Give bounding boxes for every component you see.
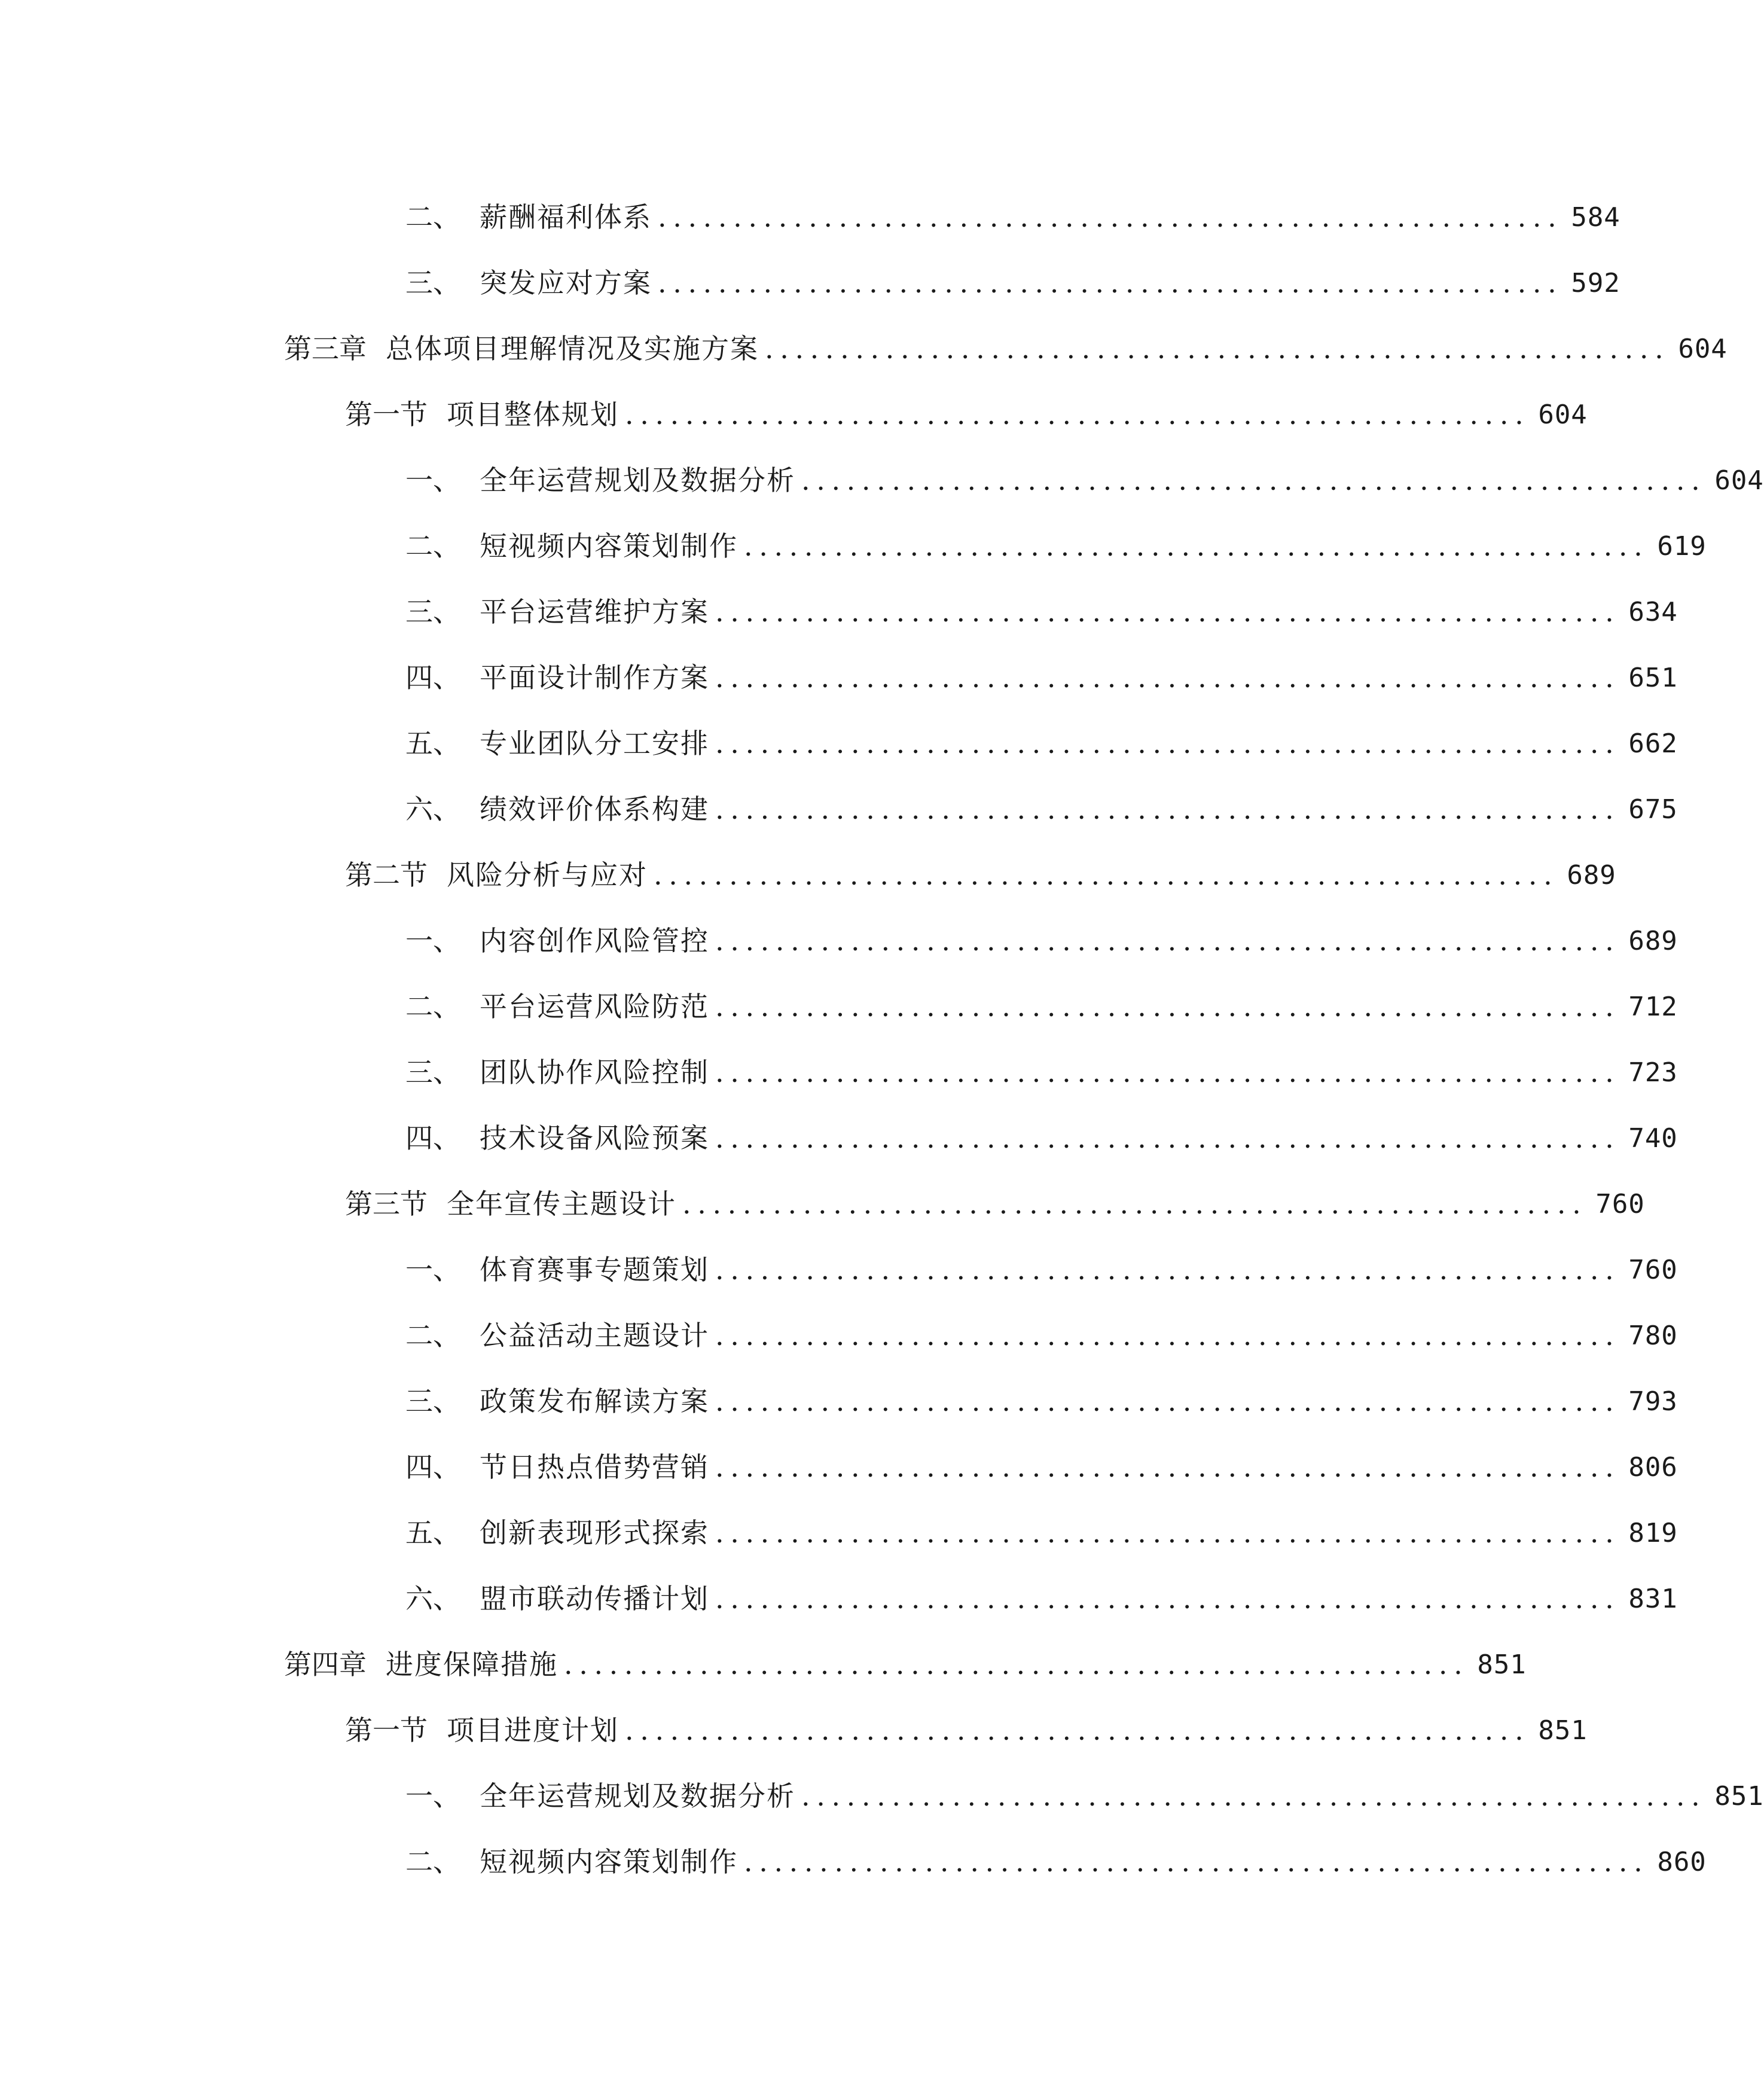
toc-entry-number: 一、 — [405, 464, 460, 496]
toc-entry-number: 三、 — [405, 596, 460, 628]
toc-entry-page: 662 — [1628, 728, 1678, 759]
dot-leader: ............................................................ — [625, 1714, 1530, 1746]
toc-chapter-entry[interactable] — [284, 315, 1728, 365]
toc-entry-page: 760 — [1628, 1255, 1678, 1285]
dot-leader: ............................................................ — [715, 1517, 1620, 1549]
toc-entry[interactable] — [405, 1104, 1678, 1154]
dot-leader: ............................................................ — [564, 1648, 1469, 1681]
toc-entry-title: 风险分析与应对 — [447, 859, 648, 891]
toc-entry[interactable] — [405, 775, 1678, 825]
dot-leader: ............................................................ — [682, 1188, 1588, 1220]
dot-leader: ............................................................ — [715, 925, 1620, 957]
toc-entry-title: 项目整体规划 — [447, 398, 619, 431]
toc-entry-number: 四、 — [405, 1122, 460, 1154]
toc-entry-page: 634 — [1628, 597, 1678, 627]
toc-entry[interactable] — [405, 907, 1678, 957]
toc-entry-title: 创新表现形式探索 — [480, 1517, 709, 1549]
toc-section-entry[interactable] — [345, 1696, 1588, 1746]
toc-entry-title: 公益活动主题设计 — [480, 1319, 709, 1352]
dot-leader: ............................................................ — [715, 1122, 1620, 1154]
toc-entry[interactable] — [405, 183, 1620, 233]
dot-leader: ............................................................ — [715, 1582, 1620, 1615]
toc-entry-number: 第二节 — [345, 859, 428, 891]
toc-entry-number: 五、 — [405, 1517, 460, 1549]
toc-entry-title: 进度保障措施 — [386, 1648, 558, 1681]
toc-entry-title: 全年宣传主题设计 — [447, 1188, 676, 1220]
toc-entry-number: 六、 — [405, 793, 460, 825]
toc-entry-page: 584 — [1571, 202, 1620, 233]
toc-entry-title: 突发应对方案 — [480, 267, 652, 299]
dot-leader: ............................................................ — [654, 859, 1559, 891]
toc-entry-title: 盟市联动传播计划 — [480, 1582, 709, 1615]
toc-entry[interactable] — [405, 249, 1620, 299]
toc-entry-page: 592 — [1571, 268, 1620, 298]
toc-entry-number: 第一节 — [345, 1714, 428, 1746]
toc-section-entry[interactable] — [345, 1170, 1645, 1220]
toc-entry-page: 712 — [1628, 992, 1678, 1022]
dot-leader: ............................................................ — [715, 1451, 1620, 1483]
toc-entry-number: 二、 — [405, 201, 460, 233]
toc-entry-title: 技术设备风险预案 — [480, 1122, 709, 1154]
toc-entry[interactable] — [405, 709, 1678, 760]
toc-section-entry[interactable] — [345, 380, 1588, 431]
toc-entry[interactable] — [405, 1499, 1678, 1549]
toc-entry-title: 薪酬福利体系 — [480, 201, 652, 233]
toc-entry[interactable] — [405, 1433, 1678, 1483]
toc-entry[interactable] — [405, 578, 1678, 628]
toc-entry-page: 604 — [1538, 400, 1588, 430]
toc-entry-number: 一、 — [405, 1254, 460, 1286]
dot-leader: ............................................................ — [625, 398, 1530, 431]
dot-leader: ............................................................ — [715, 661, 1620, 694]
toc-entry-title: 短视频内容策划制作 — [480, 1846, 738, 1878]
toc-entry-number: 四、 — [405, 661, 460, 694]
toc-entry-page: 723 — [1628, 1057, 1678, 1088]
dot-leader: ............................................................ — [715, 1056, 1620, 1088]
toc-entry-title: 团队协作风险控制 — [480, 1056, 709, 1088]
toc-entry-page: 651 — [1628, 663, 1678, 693]
toc-entry-page: 851 — [1538, 1715, 1588, 1746]
toc-entry-page: 819 — [1628, 1518, 1678, 1548]
dot-leader: ............................................................ — [744, 530, 1649, 562]
toc-entry[interactable] — [405, 972, 1678, 1023]
toc-entry[interactable] — [405, 644, 1678, 694]
dot-leader: ............................................................ — [715, 1385, 1620, 1417]
toc-entry-number: 第三章 — [284, 333, 367, 365]
dot-leader: ............................................................ — [715, 793, 1620, 825]
toc-entry-page: 675 — [1628, 794, 1678, 825]
toc-entry-page: 760 — [1595, 1189, 1645, 1219]
toc-entry[interactable] — [405, 1367, 1678, 1417]
toc-entry-page: 619 — [1657, 531, 1707, 562]
toc-entry-title: 体育赛事专题策划 — [480, 1254, 709, 1286]
toc-entry[interactable] — [405, 1762, 1764, 1812]
toc-entry[interactable] — [405, 1301, 1678, 1352]
toc-entry-title: 政策发布解读方案 — [480, 1385, 709, 1417]
dot-leader: ............................................................ — [801, 1780, 1707, 1812]
toc-entry-number: 一、 — [405, 1780, 460, 1812]
toc-section-entry[interactable] — [345, 841, 1616, 891]
toc-entry-title: 平台运营风险防范 — [480, 990, 709, 1023]
toc-entry-number: 三、 — [405, 1385, 460, 1417]
toc-entry-title: 全年运营规划及数据分析 — [480, 1780, 795, 1812]
toc-entry-number: 三、 — [405, 1056, 460, 1088]
toc-entry-title: 平台运营维护方案 — [480, 596, 709, 628]
toc-entry-title: 总体项目理解情况及实施方案 — [386, 333, 759, 365]
toc-entry[interactable] — [405, 1565, 1678, 1615]
toc-entry-number: 一、 — [405, 925, 460, 957]
toc-entry-number: 第三节 — [345, 1188, 428, 1220]
toc-entry-title: 专业团队分工安排 — [480, 727, 709, 760]
toc-entry-page: 793 — [1628, 1386, 1678, 1417]
toc-entry-title: 全年运营规划及数据分析 — [480, 464, 795, 496]
toc-entry-title: 绩效评价体系构建 — [480, 793, 709, 825]
dot-leader: ............................................................ — [744, 1846, 1649, 1878]
toc-entry-page: 831 — [1628, 1584, 1678, 1614]
dot-leader: ............................................................ — [801, 464, 1707, 496]
toc-entry-number: 四、 — [405, 1451, 460, 1483]
toc-entry-title: 内容创作风险管控 — [480, 925, 709, 957]
toc-entry-title: 节日热点借势营销 — [480, 1451, 709, 1483]
toc-entry[interactable] — [405, 512, 1707, 562]
toc-entry-page: 740 — [1628, 1123, 1678, 1154]
toc-entry-number: 五、 — [405, 727, 460, 760]
dot-leader: ............................................................ — [715, 596, 1620, 628]
toc-entry-page: 851 — [1714, 1781, 1764, 1812]
toc-entry-page: 604 — [1678, 334, 1728, 364]
toc-entry-page: 851 — [1477, 1649, 1527, 1680]
toc-entry-page: 604 — [1714, 465, 1764, 496]
toc-entry[interactable] — [405, 1236, 1678, 1286]
dot-leader: ............................................................ — [715, 1319, 1620, 1352]
toc-chapter-entry[interactable] — [284, 1630, 1527, 1681]
toc-entry-page: 860 — [1657, 1847, 1707, 1877]
toc-entry-title: 平面设计制作方案 — [480, 661, 709, 694]
toc-entry-number: 二、 — [405, 1319, 460, 1352]
toc-entry-number: 二、 — [405, 1846, 460, 1878]
dot-leader: ............................................................ — [715, 990, 1620, 1023]
toc-entry-number: 第一节 — [345, 398, 428, 431]
dot-leader: ............................................................ — [715, 1254, 1620, 1286]
toc-entry-page: 689 — [1628, 926, 1678, 956]
toc-entry-title: 短视频内容策划制作 — [480, 530, 738, 562]
toc-entry-page: 806 — [1628, 1452, 1678, 1483]
dot-leader: ............................................................ — [715, 727, 1620, 760]
dot-leader: ............................................................ — [658, 201, 1563, 233]
toc-entry-number: 二、 — [405, 530, 460, 562]
toc-entry-number: 三、 — [405, 267, 460, 299]
toc-entry[interactable] — [405, 1038, 1678, 1088]
toc-entry-number: 二、 — [405, 990, 460, 1023]
toc-entry-page: 689 — [1567, 860, 1616, 891]
toc-entry-title: 项目进度计划 — [447, 1714, 619, 1746]
toc-entry-page: 780 — [1628, 1321, 1678, 1351]
toc-entry[interactable] — [405, 1828, 1707, 1878]
toc-entry[interactable] — [405, 446, 1764, 496]
dot-leader: ............................................................ — [658, 267, 1563, 299]
toc-entry-number: 第四章 — [284, 1648, 367, 1681]
dot-leader: ............................................................ — [765, 333, 1670, 365]
toc-entry-number: 六、 — [405, 1582, 460, 1615]
